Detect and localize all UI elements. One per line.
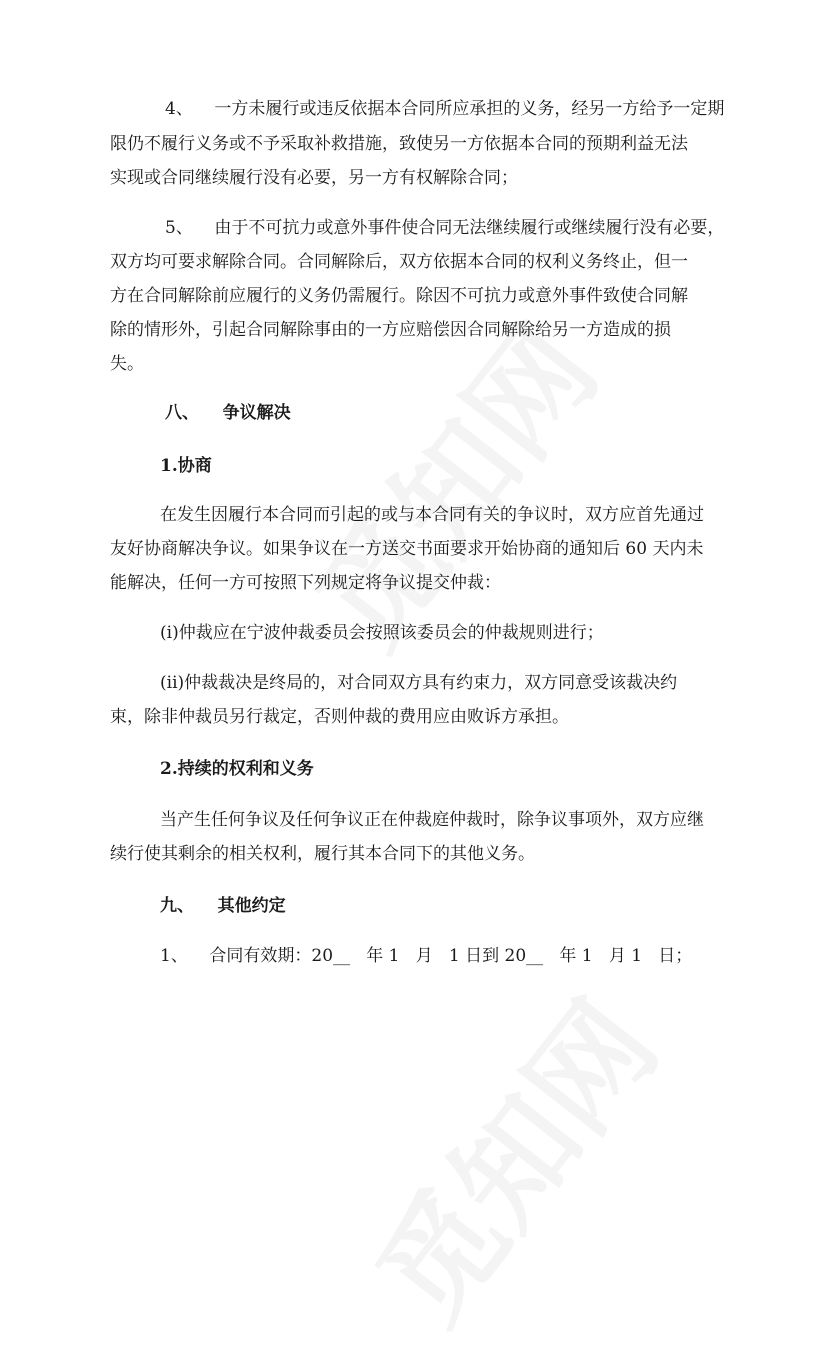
negotiation-line-1: 在发生因履行本合同而引起的或与本合同有关的争议时，双方应首先通过	[160, 505, 704, 525]
clause-4-line-2: 限仍不履行义务或不予采取补救措施，致使另一方依据本合同的预期利益无法	[110, 134, 688, 154]
clause-4-line-3: 实现或合同继续履行没有必要，另一方有权解除合同；	[110, 168, 518, 188]
negotiation-line-3: 能解决，任何一方可按照下列规定将争议提交仲裁：	[110, 573, 501, 593]
watermark-bottom	[331, 961, 688, 1351]
section-9-heading: 九、 其他约定	[160, 896, 286, 916]
clause-5-line-2: 双方均可要求解除合同。合同解除后，双方依据本合同的权利义务终止，但一	[110, 252, 688, 272]
clause-5-line-1: 5、 由于不可抗力或意外事件使合同无法继续履行或继续履行没有必要，	[165, 218, 725, 238]
subsection-continuing-rights-heading: 2.持续的权利和义务	[160, 759, 314, 779]
continuing-rights-line-1: 当产生任何争议及任何争议正在仲裁庭仲裁时，除争议事项外，双方应继	[160, 810, 704, 830]
watermark	[271, 286, 628, 676]
arbitration-item-ii-line-2: 束，除非仲裁员另行裁定，否则仲裁的费用应由败诉方承担。	[110, 707, 569, 727]
arbitration-item-i: (i)仲裁应在宁波仲裁委员会按照该委员会的仲裁规则进行；	[160, 623, 604, 643]
clause-4-line-1: 4、 一方未履行或违反依据本合同所应承担的义务，经另一方给予一定期	[165, 99, 725, 119]
arbitration-item-ii-line-1: (ii)仲裁裁决是终局的，对合同双方具有约束力，双方同意受该裁决约	[160, 673, 678, 693]
negotiation-line-2: 友好协商解决争议。如果争议在一方送交书面要求开始协商的通知后 60 天内未	[110, 539, 704, 559]
continuing-rights-line-2: 续行使其剩余的相关权利，履行其本合同下的其他义务。	[110, 844, 535, 864]
other-item-1-validity: 1、 合同有效期：20__ 年 1 月 1 日到 20__ 年 1 月 1 日；	[160, 946, 693, 966]
clause-5-line-4: 除的情形外，引起合同解除事由的一方应赔偿因合同解除给另一方造成的损	[110, 320, 671, 340]
clause-5-line-3: 方在合同解除前应履行的义务仍需履行。除因不可抗力或意外事件致使合同解	[110, 286, 688, 306]
section-8-heading: 八、 争议解决	[165, 403, 291, 423]
clause-5-line-5: 失。	[110, 354, 144, 374]
subsection-negotiation-heading: 1.协商	[160, 456, 212, 476]
